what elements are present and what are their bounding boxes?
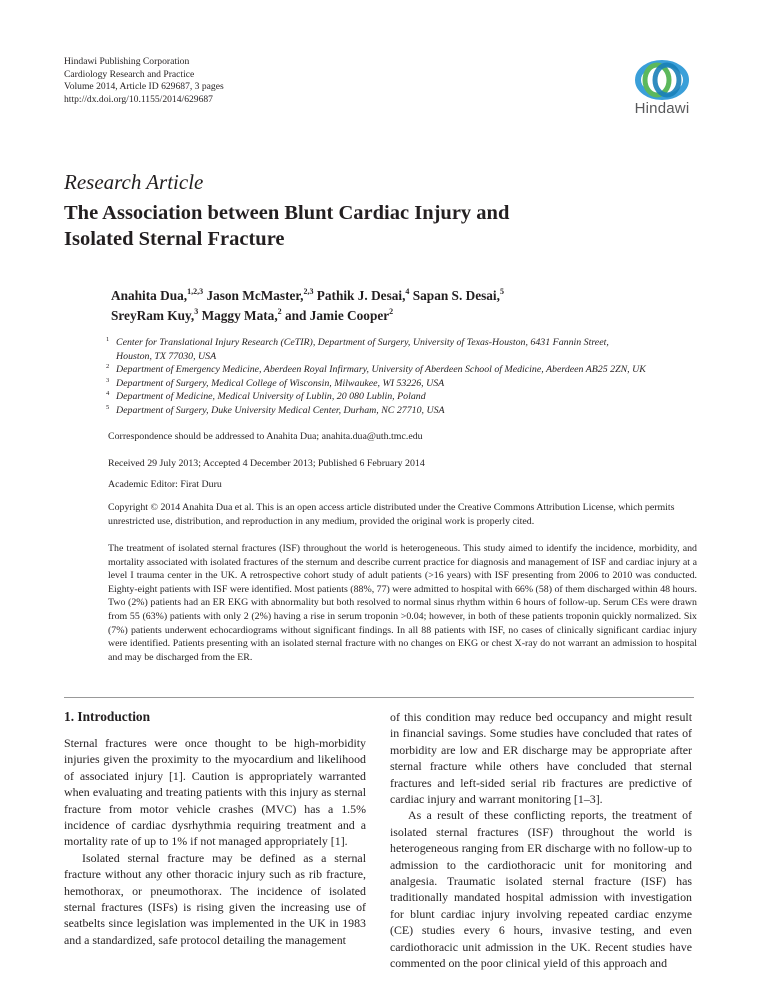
- author: SreyRam Kuy,$^3$: [111, 307, 199, 323]
- author: and Jamie Cooper$^2$: [284, 307, 394, 323]
- paragraph: Isolated sternal fracture may be defined as a sternal fracture without any other thoracic injury such as rib fracture, hemothorax, or pneumothorax. The incidence of isolated sternal fractures (ISFs) is rising given the increasing use of seatbelts since legislation was implemented in the UK in 1983 and a standardized, safe protocol detailing the management: [64, 850, 366, 947]
- academic-editor: Academic Editor: Firat Duru: [108, 479, 222, 490]
- body-column-right: [390, 709, 692, 972]
- copyright-notice: Copyright © 2014 Anahita Dua et al. This is an open access article distributed under the Creative Commons Attribution License, which permits unrestricted use, distribution, and reproduction in any medium, provided the original work is properly cited.: [108, 502, 675, 527]
- journal-meta: [64, 56, 224, 106]
- logo-text: Hindawi: [634, 100, 690, 117]
- publication-dates: Received 29 July 2013; Accepted 4 December 2013; Published 6 February 2014: [108, 458, 425, 469]
- publisher: Hindawi Publishing Corporation: [64, 56, 190, 67]
- paragraph: Sternal fractures were once thought to be high-morbidity injuries given the proximity to the myocardium and likelihood of associated injury [1]. Caution is appropriately warranted when evaluating and treating patients with this injury as sternal fracture from motor vehicle crashes (MVC) has a 1.5% incidence of cardiac dysrhythmia requiring treatment and a mortality rate of up to 1% if not managed appropriately [1].: [64, 736, 366, 849]
- affiliation-5: 5 Department of Surgery, Duke University Medical Center, Durham, NC 27710, USA: [106, 403, 445, 416]
- abstract: The treatment of isolated sternal fractures (ISF) throughout the world is heterogeneous. This study aimed to identify the incidence, morbidity, and mortality associated with isolated fractures of the sternum and describe current practice for diagnosis and management of ISF and cardiac injury at a level I trauma center in the UK. A retrospective cohort study of adult patients (>16 years) with ISF presenting from 2006 to 2010 was conducted. Eighty-eight patients with ISF were identified. Most patients (88%, 77) were admitted to hospital with 66% (58) of them discharged within 48 hours. Two (2%) patients had an ER EKG with abnormality but both resolved to normal sinus rhythm within 6 hours of follow-up. Serum CEs were drawn from 55 (63%) patients with only 2 (2%) having a rise in serum troponin >0.04; however, in both of these patients troponin quickly normalized. Six (7%) patients underwent echocardiograms without significant findings. In all 88 patients with ISF, no cases of clinically significant cardiac injury were identified. Patients presenting with an isolated sternal fracture with no changes on EKG or chest X-ray do not warrant an admission to hospital and may be discharged from the ER.: [108, 543, 697, 663]
- title-line-2: Isolated Sternal Fracture: [64, 228, 285, 250]
- author: Maggy Mata,$^2$: [201, 307, 282, 323]
- hindawi-logo-icon: [634, 60, 690, 100]
- title-line-1: The Association between Blunt Cardiac Injury and: [64, 202, 510, 224]
- affiliation-4: 4 Department of Medicine, Medical University of Lublin, 20 080 Lublin, Poland: [106, 390, 426, 403]
- author-line-1: [111, 286, 504, 306]
- affiliation-2: 2 Department of Emergency Medicine, Aberdeen Royal Infirmary, University of Aberdeen School of Medicine, Aberdeen AB25 2ZN, UK: [106, 363, 646, 376]
- section-divider: [64, 697, 694, 698]
- author: Pathik J. Desai,$^4$: [316, 287, 410, 303]
- hindawi-logo: [624, 60, 700, 117]
- section-heading: 1. Introduction: [64, 709, 151, 724]
- affiliations: [106, 336, 706, 418]
- affiliation-1: 1 Center for Translational Injury Research (CeTIR), Department of Surgery, University of Texas-Houston, 6431 Fannin Street, Houston, TX 77030, USA: [106, 336, 609, 362]
- author-line-2: [111, 306, 504, 326]
- journal-name: Cardiology Research and Practice: [64, 68, 195, 80]
- body-column-left: [64, 709, 366, 948]
- paragraph: of this condition may reduce bed occupancy and might result in financial savings. Some studies have concluded that rates of morbidity are low and ER discharge may be appropriate after sternal fracture while others have concluded that sternal fractures and left-sided serial rib fractures are predictive of cardiac injury and warrant monitoring [1–3].: [390, 710, 692, 807]
- author: Sapan S. Desai,$^5$: [412, 287, 504, 303]
- author: Jason McMaster,$^{2,3}$: [206, 287, 314, 303]
- volume-info: Volume 2014, Article ID 629687, 3 pages: [64, 81, 224, 93]
- article-type: Research Article: [64, 170, 204, 194]
- article-title: [64, 200, 509, 252]
- author: Anahita Dua,$^{1,2,3}$: [111, 287, 204, 303]
- doi-link[interactable]: http://dx.doi.org/10.1155/2014/629687: [64, 93, 213, 105]
- correspondence: Correspondence should be addressed to Anahita Dua; anahita.dua@uth.tmc.edu: [108, 431, 423, 442]
- affiliation-3: 3 Department of Surgery, Medical College of Wisconsin, Milwaukee, WI 53226, USA: [106, 376, 445, 389]
- author-list: [111, 286, 504, 326]
- paragraph: As a result of these conflicting reports, the treatment of isolated sternal fractures (ISF) throughout the world is heterogeneous ranging from ER discharge with no follow-up to admission to the cardiothoracic unit for monitoring and analgesia. Traumatic isolated sternal fracture (ISF) has traditionally mandated hospital admission with investigation for blunt cardiac injury involving repeated cardiac enzyme (CE) studies every 6 hours, invasive testing, and even cardiothoracic unit admission in the UK. Recent studies have commented on the poor clinical yield of this approach and: [390, 808, 692, 971]
